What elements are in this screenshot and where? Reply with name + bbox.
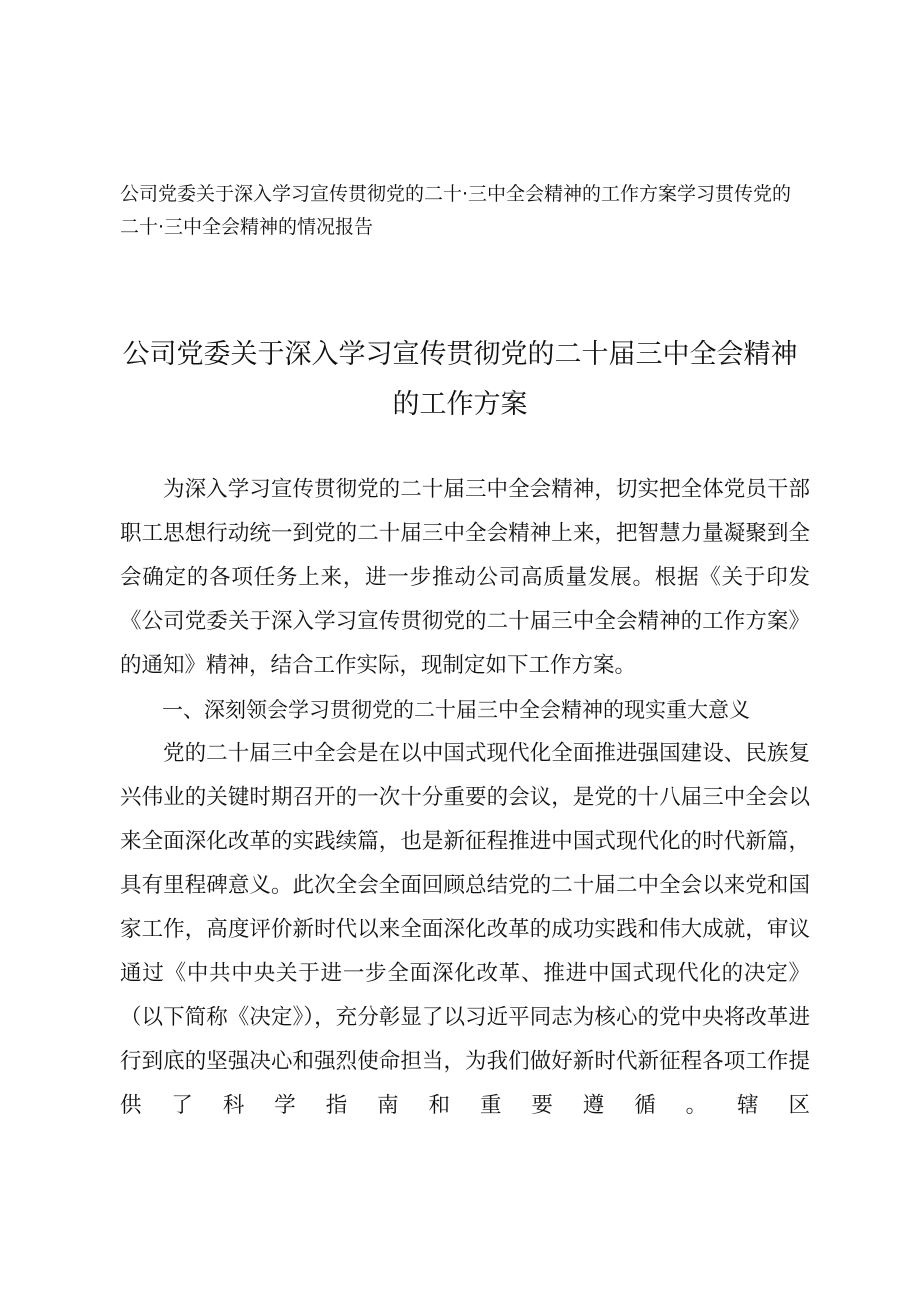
section-1-heading: 一、深刻领会学习贯彻党的二十届三中全会精神的现实重大意义: [162, 698, 750, 722]
document-body: [120, 468, 810, 1128]
document-title: 公司党委关于深入学习宣传贯彻党的二十届三中全会精神的工作方案: [122, 339, 798, 420]
document-heading: 公司党委关于深入学习宣传贯彻党的二十·三中全会精神的工作方案学习贯传党的二十·三中全会精神的情况报告: [120, 183, 792, 238]
intro-paragraph: 为深入学习宣传贯彻党的二十届三中全会精神，切实把全体党员干部职工思想行动统一到党的二十届三中全会精神上来，把智慧力量凝聚到全会确定的各项任务上来，进一步推动公司高质量发展。根据《关于印发《公司党委关于深入学习宣传贯彻党的二十届三中全会精神的工作方案》的通知》精神，结合工作实际，现制定如下工作方案。: [120, 477, 810, 678]
section-1-paragraph: 党的二十届三中全会是在以中国式现代化全面推进强国建设、民族复兴伟业的关键时期召开的一次十分重要的会议，是党的十八届三中全会以来全面深化改革的实践续篇，也是新征程推进中国式现代化的时代新篇，具有里程碑意义。此次全会全面回顾总结党的二十届二中全会以来党和国家工作，高度评价新时代以来全面深化改革的成功实践和伟大成就，审议通过《中共中央关于进一步全面深化改革、推进中国式现代化的决定》（以下简称《决定》），充分彰显了以习近平同志为核心的党中央将改革进行到底的坚强决心和强烈使命担当，为我们做好新时代新征程各项工作提供了科学指南和重要遵循。辖区: [120, 741, 810, 1118]
